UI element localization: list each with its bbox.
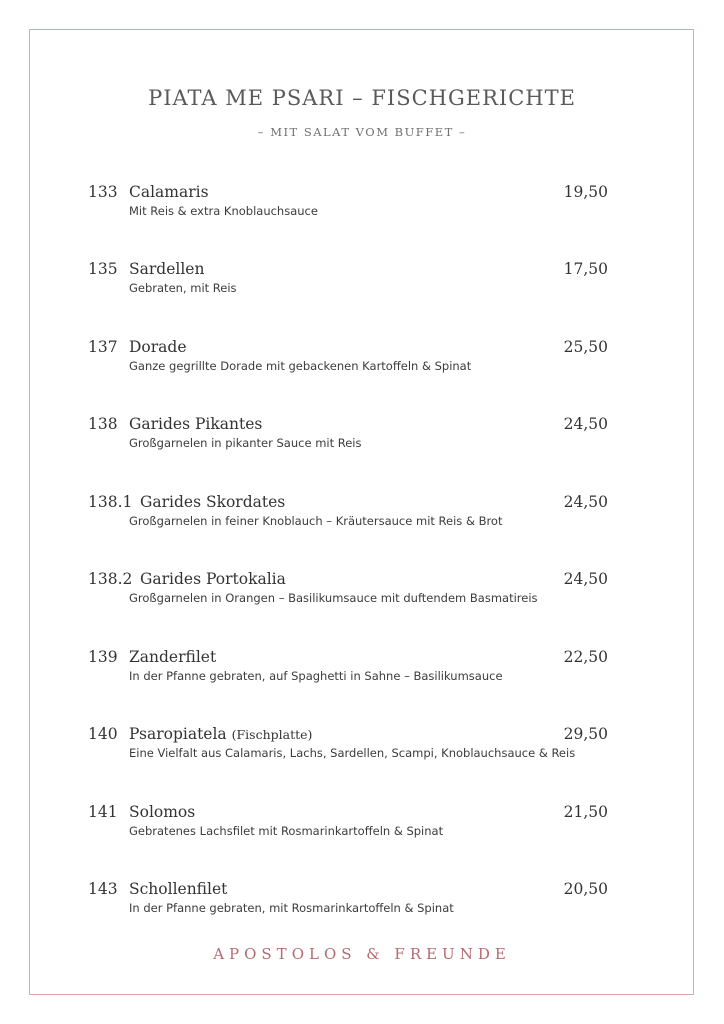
item-number: 137 (88, 338, 118, 356)
item-name-note: (Fischplatte) (231, 727, 313, 742)
item-name: Garides Portokalia (140, 570, 286, 588)
menu-item-135 (88, 260, 608, 304)
item-price: 29,50 (563, 725, 608, 743)
item-price: 21,50 (563, 803, 608, 821)
item-name: Schollenfilet (129, 880, 228, 898)
item-name: Dorade (129, 338, 187, 356)
menu-item-138-1 (88, 493, 608, 537)
menu-item-139 (88, 648, 608, 692)
menu-item-133 (88, 183, 608, 227)
item-name: Psaropiatela (129, 725, 227, 743)
item-name: Zanderfilet (129, 648, 217, 666)
item-description: Großgarnelen in Orangen – Basilikumsauce mit duftendem Basmatireis (129, 591, 538, 605)
item-price: 24,50 (563, 493, 608, 511)
item-price: 24,50 (563, 570, 608, 588)
item-number: 135 (88, 260, 118, 278)
item-name: Solomos (129, 803, 196, 821)
item-price: 25,50 (563, 338, 608, 356)
item-number: 138.2 (88, 570, 133, 588)
item-number: 140 (88, 725, 118, 743)
item-description: In der Pfanne gebraten, mit Rosmarinkartoffeln & Spinat (129, 901, 454, 915)
item-description: In der Pfanne gebraten, auf Spaghetti in Sahne – Basilikumsauce (129, 669, 503, 683)
item-price: 19,50 (563, 183, 608, 201)
page-title: PIATA ME PSARI – FISCHGERICHTE (148, 86, 576, 110)
item-number: 143 (88, 880, 118, 898)
menu-item-143 (88, 880, 608, 924)
item-description: Großgarnelen in pikanter Sauce mit Reis (129, 436, 362, 450)
item-number: 138 (88, 415, 118, 433)
item-name: Garides Pikantes (129, 415, 263, 433)
menu-item-138 (88, 415, 608, 459)
item-name: Sardellen (129, 260, 205, 278)
item-description: Eine Vielfalt aus Calamaris, Lachs, Sardellen, Scampi, Knoblauchsauce & Reis (129, 746, 576, 760)
item-description: Großgarnelen in feiner Knoblauch – Kräutersauce mit Reis & Brot (129, 514, 503, 528)
menu-item-140 (88, 725, 608, 769)
page-subtitle: – MIT SALAT VOM BUFFET – (257, 125, 467, 139)
menu-item-141 (88, 803, 608, 847)
item-description: Gebraten, mit Reis (129, 281, 237, 295)
item-price: 22,50 (563, 648, 608, 666)
item-name-wrapper (129, 725, 312, 743)
item-name: Garides Skordates (140, 493, 286, 511)
item-description: Mit Reis & extra Knoblauchsauce (129, 204, 318, 218)
item-price: 20,50 (563, 880, 608, 898)
menu-item-137 (88, 338, 608, 382)
item-number: 139 (88, 648, 118, 666)
item-number: 138.1 (88, 493, 133, 511)
item-number: 141 (88, 803, 118, 821)
restaurant-brand: APOSTOLOS & FREUNDE (213, 945, 511, 963)
item-price: 17,50 (563, 260, 608, 278)
item-description: Ganze gegrillte Dorade mit gebackenen Kartoffeln & Spinat (129, 359, 472, 373)
item-name: Calamaris (129, 183, 209, 201)
menu-item-138-2 (88, 570, 608, 614)
item-price: 24,50 (563, 415, 608, 433)
item-description: Gebratenes Lachsfilet mit Rosmarinkartoffeln & Spinat (129, 824, 444, 838)
item-number: 133 (88, 183, 118, 201)
